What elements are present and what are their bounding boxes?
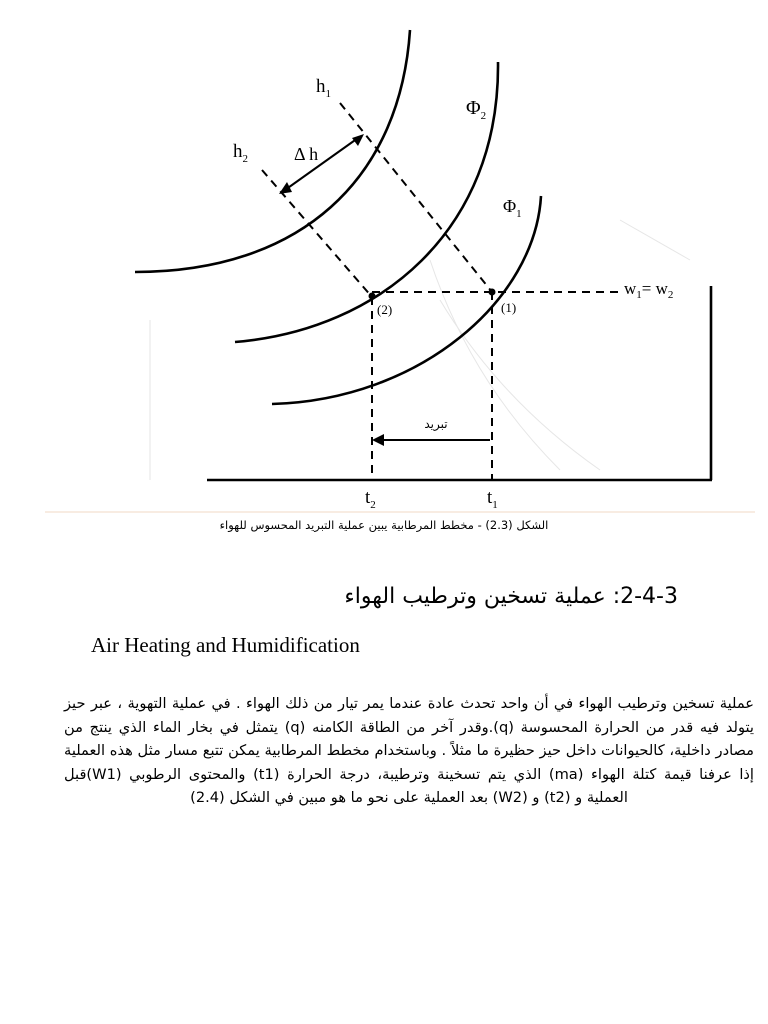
- state-point-2: [369, 293, 376, 300]
- figure-caption: الشكل (2.3) - مخطط المرطابية يبين عملية التبريد المحسوس للهواء: [219, 518, 549, 532]
- cooling-arrow: [372, 434, 490, 446]
- phi2-curve: [235, 62, 498, 342]
- delta-h-label: Δ h: [294, 144, 319, 164]
- saturation-curve: [135, 30, 410, 272]
- body-paragraph-block: [64, 692, 754, 810]
- section-heading: 2-4-3: عملية تسخين وترطيب الهواء: [344, 584, 678, 609]
- phi2-label: $\Phi_2$: [466, 97, 487, 122]
- h2-enthalpy-line: [262, 170, 372, 297]
- point-2-label: (2): [377, 302, 393, 317]
- t2-label: $t_2$: [365, 487, 376, 511]
- t1-label: $t_1$: [487, 487, 498, 511]
- body-paragraph: عملية تسخين وترطيب الهواء في أن واحد تحدث عادة عندما يمر تيار من ذلك الهواء . في عملية التهوية ، عبر حيز يتولد فيه قدر من الحرارة المحسوسة (q).وقدر آخر من الطاقة الكامنه (q) يتمثل في بخار الماء الذي ينتج من مصادر داخلية، كالحيوانات داخل حيز حظيرة ما مثلاً . وباستخدام مخطط المرطابية يمكن تتبع مسار مثل هذه العملية إذا عرفنا قيمة كتلة الهواء (ma) الذي يتم تسخينة وترطيبة، درجة الحرارة (t1) والمحتوى الرطوبي (W1)قبل العملية و (t2) و (W2) بعد العملية على نحو ما هو مبين في الشكل (2.4): [64, 695, 754, 806]
- w1-w2-label: $w_1= w_2$: [624, 279, 674, 301]
- point-1-label: (1): [501, 300, 517, 315]
- english-section-heading: Air Heating and Humidification: [91, 633, 360, 657]
- h2-label: $h_2$: [233, 141, 248, 165]
- cooling-label: تبريد: [424, 417, 448, 431]
- state-point-1: [489, 289, 496, 296]
- h1-label: $h_1$: [316, 76, 331, 100]
- phi1-label: $\Phi_1$: [503, 196, 522, 220]
